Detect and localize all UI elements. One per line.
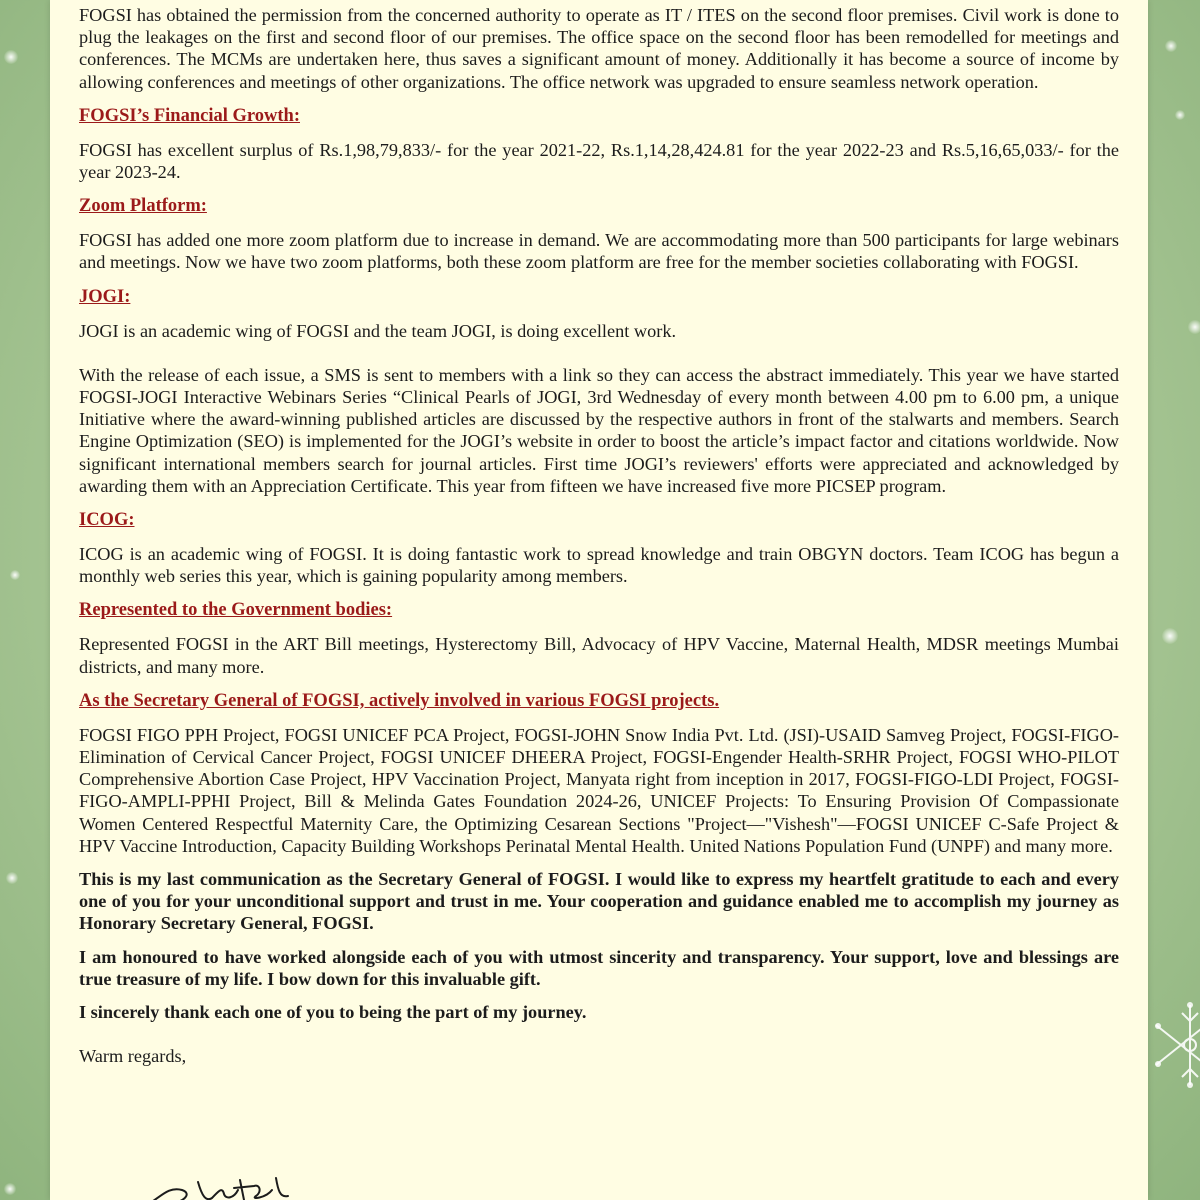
sparkle-decoration (1175, 110, 1185, 120)
projects-paragraph: FOGSI FIGO PPH Project, FOGSI UNICEF PCA Project, FOGSI-JOHN Snow India Pvt. Ltd. (JSI)-USAID Samveg Project, FOGSI-FIGO-Elimination of Cervical Cancer Project, FOGSI UNICEF DHEERA Project, FOGSI-Engender Health-SRHR Project, FOGSI WHO-PILOT Comprehensive Abortion Case Project, HPV Vaccination Project, Manyata right from inception in 2017, FOGSI-FIGO-LDI Project, FOGSI-FIGO-AMPLI-PPHI Project, Bill & Melinda Gates Foundation 2024-26, UNICEF Projects: To Ensuring Provision Of Compassionate Women Centered Respectful Maternity Care, the Optimizing Cesarean Sections "Project—"Vishesh"—FOGSI UNICEF C-Safe Project & HPV Vaccine Introduction, Capacity Building Workshops Perinatal Mental Health. United Nations Population Fund (UNPF) and many more. (79, 724, 1119, 856)
jogi-paragraph-2: With the release of each issue, a SMS is sent to members with a link so they can access the abstract immediately. This year we have started FOGSI-JOGI Interactive Webinars Series “Clinical Pearls of JOGI, 3rd Wednesday of every month between 4.00 pm to 6.00 pm, a unique Initiative where the award-winning published articles are discussed by the respective authors in front of the stalwarts and members. Search Engine Optimization (SEO) is implemented for the JOGI’s website in order to boost the article’s impact factor and citations worldwide. Now significant international members search for journal articles. First time JOGI’s reviewers' efforts were appreciated and acknowledged by awarding them with an Appreciation Certificate. This year from fifteen we have increased five more PICSEP program. (79, 364, 1119, 496)
government-bodies-paragraph: Represented FOGSI in the ART Bill meetings, Hysterectomy Bill, Advocacy of HPV Vaccine, Maternal Health, MDSR meetings Mumbai districts, and many more. (79, 634, 1119, 677)
sparkle-decoration (1165, 40, 1177, 52)
signature-image (110, 1168, 310, 1200)
government-bodies-heading: Represented to the Government bodies: (79, 600, 393, 621)
jogi-heading: JOGI: (79, 286, 131, 307)
zoom-platform-paragraph: FOGSI has added one more zoom platform due to increase in demand. We are accommodating more than 500 participants for large webinars and meetings. Now we have two zoom platforms, both these zoom platform are free for the member societies collaborating with FOGSI. (79, 230, 1119, 273)
snowflake-icon (1150, 985, 1200, 1105)
closing-paragraph-1: This is my last communication as the Secretary General of FOGSI. I would like to express my heartfelt gratitude to each and every one of you for your unconditional support and trust in me. Your cooperation and guidance enabled me to accomplish my journey as Honorary Secretary General, FOGSI. (79, 869, 1119, 934)
financial-growth-heading: FOGSI’s Financial Growth: (79, 105, 300, 126)
sparkle-decoration (1188, 320, 1200, 334)
closing-paragraph-3: I sincerely thank each one of you to being the part of my journey. (79, 1002, 587, 1023)
icog-paragraph: ICOG is an academic wing of FOGSI. It is doing fantastic work to spread knowledge and train OBGYN doctors. Team ICOG has begun a monthly web series this year, which is gaining popularity among members. (79, 544, 1119, 587)
sparkle-decoration (4, 50, 18, 64)
financial-growth-paragraph: FOGSI has excellent surplus of Rs.1,98,79,833/- for the year 2021-22, Rs.1,14,28,424.81 for the year 2022-23 and Rs.5,16,65,033/- for the year 2023-24. (79, 139, 1119, 183)
projects-heading: As the Secretary General of FOGSI, actively involved in various FOGSI projects. (79, 690, 720, 711)
sparkle-decoration (10, 570, 20, 580)
closing-paragraph-2: I am honoured to have worked alongside each of you with utmost sincerity and transparency. Your support, love and blessings are true treasure of my life. I bow down for this invaluable gift. (79, 946, 1119, 989)
intro-paragraph: FOGSI has obtained the permission from the concerned authority to operate as IT / ITES on the second floor premises. Civil work is done to plug the leakages on the first and second floor of our premises. The office space on the second floor has been remodelled for meetings and conferences. The MCMs are undertaken here, thus saves a significant amount of money. Additionally it has become a source of income by allowing conferences and meetings of other organizations. The office network was upgraded to ensure seamless network operation. (79, 5, 1119, 92)
sparkle-decoration (1162, 628, 1178, 644)
sparkle-decoration (6, 872, 18, 884)
zoom-platform-heading: Zoom Platform: (79, 196, 207, 217)
sparkle-decoration (4, 1183, 16, 1195)
icog-heading: ICOG: (79, 510, 135, 531)
sign-off: Warm regards, (79, 1046, 187, 1067)
letter-page (50, 0, 1148, 1200)
jogi-paragraph-1: JOGI is an academic wing of FOGSI and the team JOGI, is doing excellent work. (79, 320, 677, 341)
